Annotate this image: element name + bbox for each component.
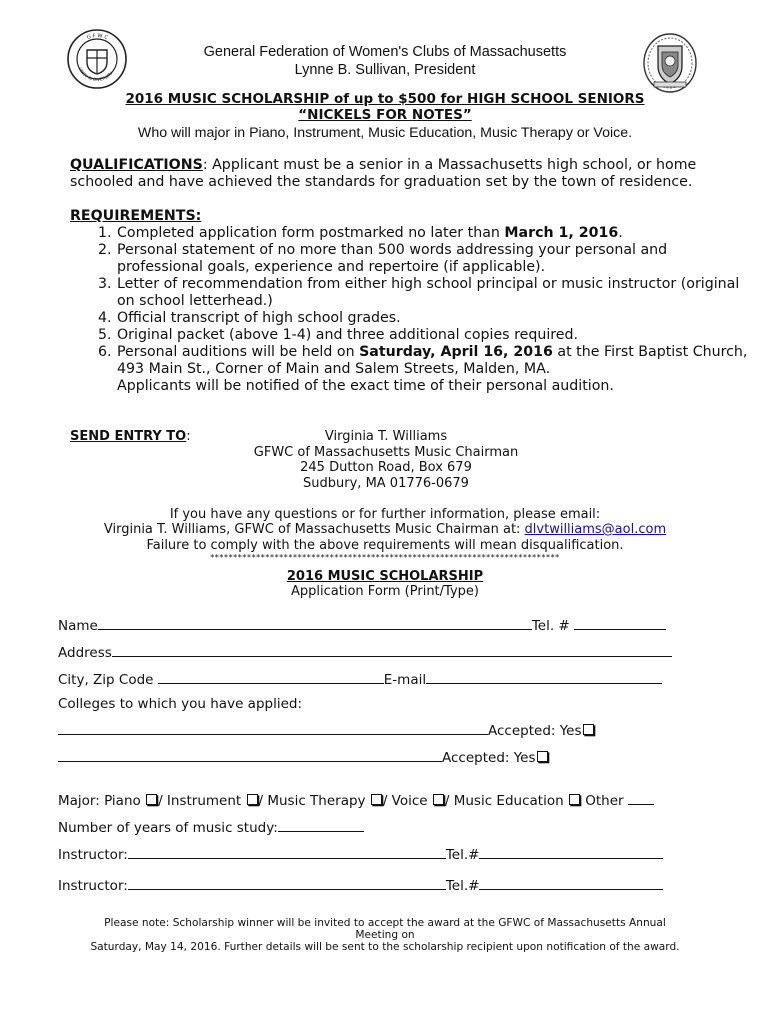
president-name: Lynne B. Sullivan, President <box>294 62 476 78</box>
address-row: Address <box>58 642 672 661</box>
requirement-6: 6. Personal auditions will be held on Saturday, April 16, 2016 at the First Baptist Church, 493 Main St., Corner of Main and Salem Streets, Malden, MA. Applicants will be notified of the exact time of their personal audition. <box>116 344 756 395</box>
college-field-2[interactable] <box>58 747 442 762</box>
scholarship-nickname: “NICKELS FOR NOTES” <box>298 107 472 123</box>
contact-chairman-line: Virginia T. Williams, GFWC of Massachusetts Music Chairman at: dlvtwilliams@aol.com <box>103 522 667 537</box>
recipient-name: Virginia T. Williams <box>324 429 448 444</box>
qualifications-label: QUALIFICATIONS <box>70 157 203 173</box>
recipient-title: GFWC of Massachusetts Music Chairman <box>253 445 519 460</box>
colleges-label: Colleges to which you have applied: <box>58 696 303 712</box>
instructor-row-2: Instructor: Tel.# <box>58 875 663 894</box>
contact-line: If you have any questions or for further information, please email: <box>169 507 601 522</box>
audition-notice: Applicants will be notified of the exact time of their personal audition. <box>117 378 614 394</box>
tel-field[interactable] <box>574 615 666 630</box>
form-heading: 2016 MUSIC SCHOLARSHIP <box>286 569 484 584</box>
requirements-list <box>70 225 756 395</box>
voice-checkbox[interactable] <box>433 794 444 805</box>
address-field[interactable] <box>112 642 672 657</box>
email-field[interactable] <box>426 669 662 684</box>
email-link[interactable]: dlvtwilliams@aol.com <box>524 522 667 537</box>
years-field[interactable] <box>278 817 364 832</box>
name-field[interactable] <box>98 615 532 630</box>
scholarship-title: 2016 MUSIC SCHOLARSHIP of up to $500 for HIGH SCHOOL SENIORS <box>125 91 645 107</box>
instructor-tel-field-1[interactable] <box>479 844 663 859</box>
instructor-field-2[interactable] <box>128 875 446 890</box>
music-therapy-checkbox[interactable] <box>371 794 382 805</box>
instrument-checkbox[interactable] <box>247 794 258 805</box>
crest-icon <box>642 32 698 94</box>
svg-text:G F W C: G F W C <box>86 32 109 42</box>
separator-line: **************************************************************************** <box>210 553 560 562</box>
college-row-1: Accepted: Yes <box>58 720 595 739</box>
other-field[interactable] <box>628 790 654 805</box>
award-note-line-1: Please note: Scholarship winner will be invited to accept the award at the GFWC of Massachusetts Annual <box>104 917 666 929</box>
qualifications-text: : Applicant must be a senior in a Massachusetts high school, or home schooled and have achieved the standards for graduation set by the town of residence. <box>70 157 697 190</box>
college-row-2: Accepted: Yes <box>58 747 549 766</box>
disqualification-warning: Failure to comply with the above requirements will mean disqualification. <box>146 538 624 553</box>
svg-text:UNITY IN DIVERSITY: UNITY IN DIVERSITY <box>77 66 114 83</box>
requirements-label: REQUIREMENTS: <box>70 208 202 224</box>
instructor-field-1[interactable] <box>128 844 446 859</box>
accepted-checkbox-2[interactable] <box>537 751 548 762</box>
requirement-4: 4. Official transcript of high school grades. <box>116 310 756 327</box>
recipient-street: 245 Dutton Road, Box 679 <box>300 460 472 475</box>
requirement-2: 2. Personal statement of no more than 500 words addressing your personal and professional goals, experience and repertoire (if applicable). <box>116 242 756 276</box>
send-entry-label: SEND ENTRY TO: <box>70 429 191 444</box>
music-education-checkbox[interactable] <box>569 794 580 805</box>
name-row: Name Tel. # <box>58 615 666 634</box>
instructor-row-1: Instructor: Tel.# <box>58 844 663 863</box>
major-row: Major: Piano / Instrument / Music Therapy / Voice / Music Education Other <box>58 790 654 809</box>
award-note-line-2: Meeting on <box>355 929 415 941</box>
city-zip-field[interactable] <box>158 669 384 684</box>
form-subheading: Application Form (Print/Type) <box>291 584 479 599</box>
award-note-line-3: Saturday, May 14, 2016. Further details will be sent to the scholarship recipient upon notification of the award. <box>90 941 680 953</box>
scholarship-subtitle: Who will major in Piano, Instrument, Music Education, Music Therapy or Voice. <box>137 125 633 141</box>
piano-checkbox[interactable] <box>146 794 157 805</box>
instructor-tel-field-2[interactable] <box>479 875 663 890</box>
city-email-row: City, Zip Code E-mail <box>58 669 662 688</box>
requirement-1: 1. Completed application form postmarked no later than March 1, 2016. <box>116 225 756 242</box>
gfwc-seal-icon <box>66 28 128 90</box>
qualifications-paragraph <box>70 157 710 191</box>
massachusetts-crest-logo <box>642 32 698 94</box>
requirement-3: 3. Letter of recommendation from either high school principal or music instructor (original on school letterhead.) <box>116 276 756 310</box>
recipient-city: Sudbury, MA 01776-0679 <box>303 476 469 491</box>
requirement-5: 5. Original packet (above 1-4) and three additional copies required. <box>116 327 756 344</box>
college-field-1[interactable] <box>58 720 488 735</box>
gfwc-seal-logo <box>66 28 128 90</box>
years-row: Number of years of music study: <box>58 817 364 836</box>
accepted-checkbox-1[interactable] <box>583 724 594 735</box>
organization-name: General Federation of Women's Clubs of Massachusetts <box>203 44 567 60</box>
